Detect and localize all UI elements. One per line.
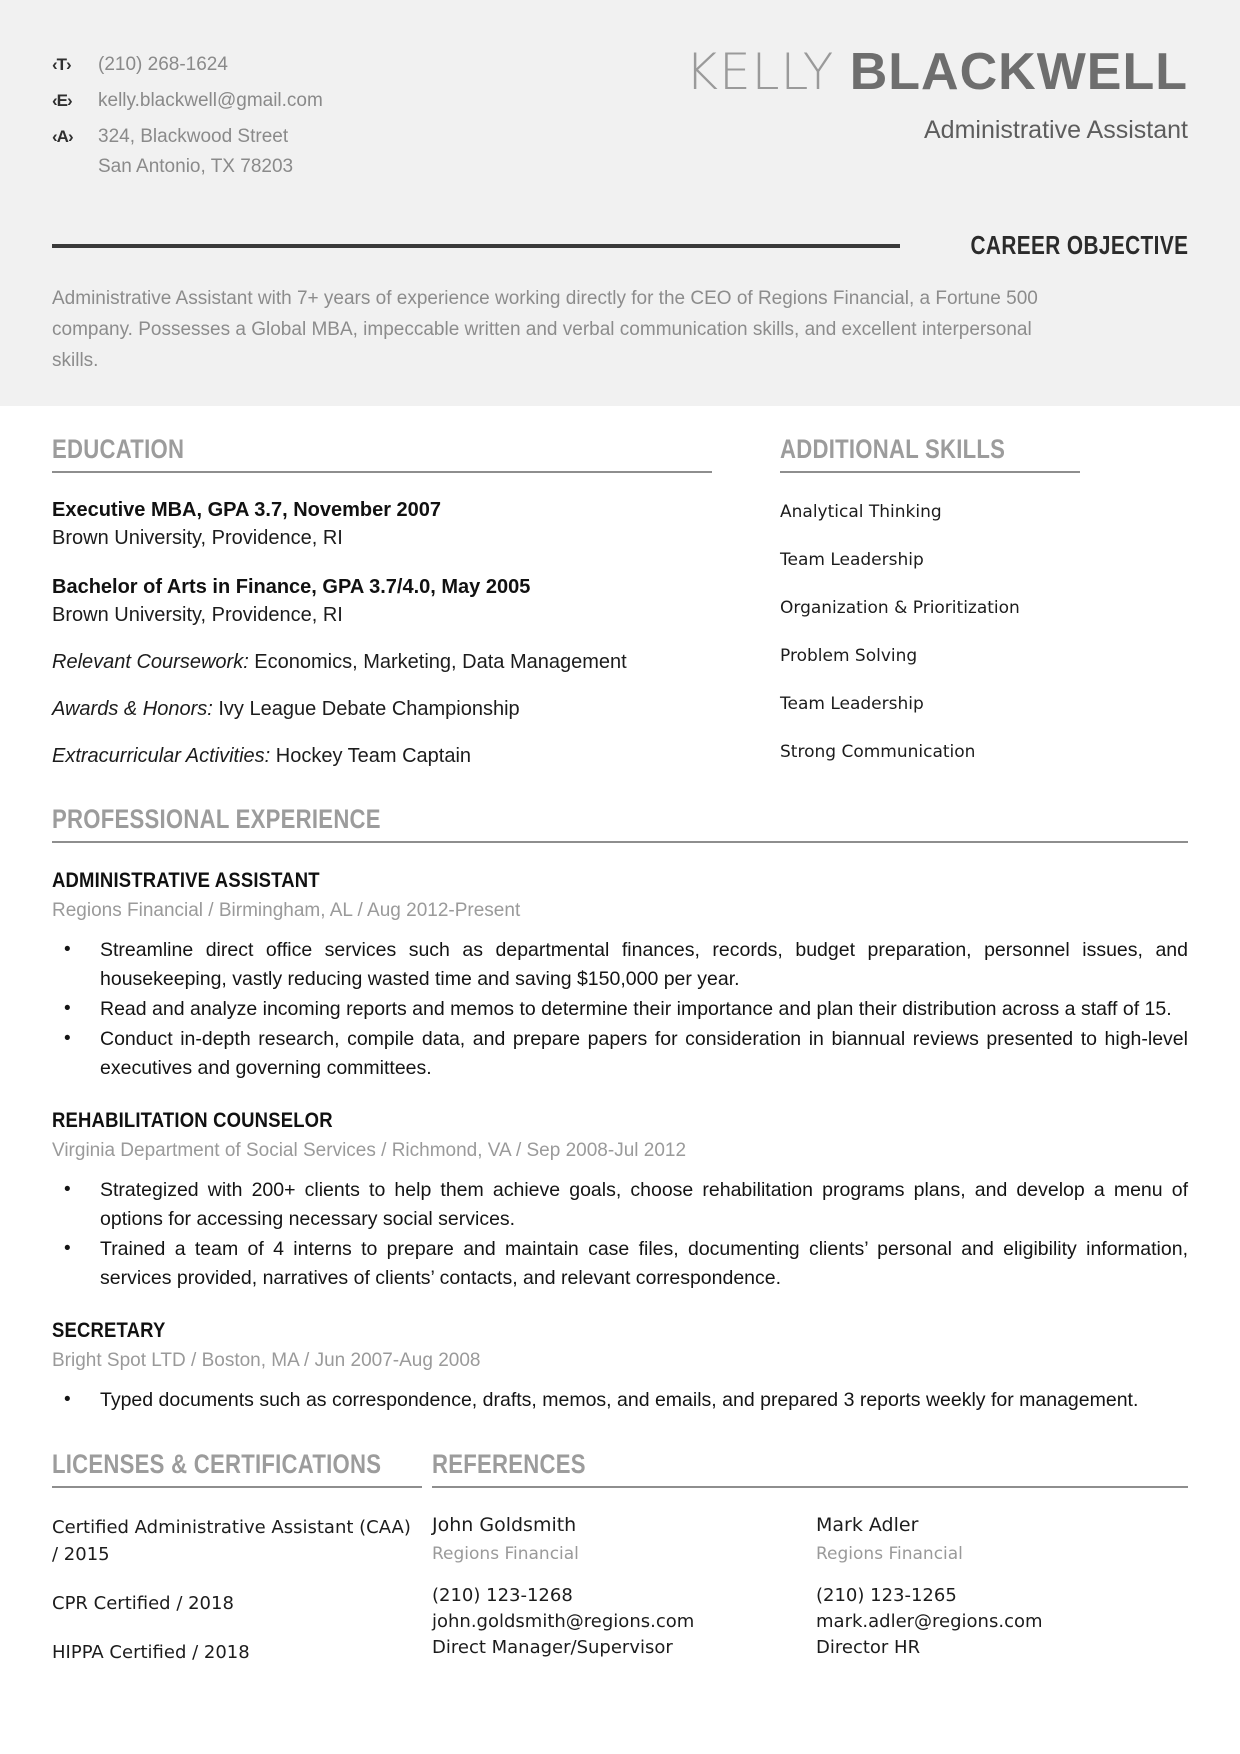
education-note-extracurricular: [52, 742, 712, 770]
address-line-2: San Antonio, TX 78203: [98, 156, 294, 177]
experience-role: SECRETARY: [52, 1319, 166, 1342]
experience-entry: [52, 1109, 1188, 1293]
education-school: Brown University, Providence, RI: [52, 604, 343, 626]
list-item: • Strategized with 200+ clients to help them achieve goals, choose rehabilitation programs plans, and develop a menu of options for accessing necessary social services.: [52, 1176, 1188, 1234]
contact-row-address: [52, 122, 512, 182]
list-item: Team Leadership: [780, 550, 924, 570]
list-item: Organization & Prioritization: [780, 598, 1020, 618]
reference-phone[interactable]: (210) 123-1265: [816, 1585, 957, 1606]
education-note-awards: [52, 695, 712, 723]
career-objective-text: Administrative Assistant with 7+ years of experience working directly for the CEO of Regions Financial, a Fortune 500 company. Possesses a Global MBA, impeccable written and verbal communication skills, and excellent interpersonal skills.: [52, 288, 1038, 371]
education-note-label: Relevant Coursework:: [52, 651, 249, 673]
name-block: [512, 40, 1188, 145]
reference-contact: [816, 1583, 1136, 1661]
list-item: Problem Solving: [780, 646, 918, 666]
career-objective-heading: [52, 230, 1188, 261]
additional-skills-section: [780, 434, 1080, 770]
education-note-label: Awards & Honors:: [52, 698, 213, 720]
contact-block: [52, 40, 512, 188]
resume-body: [0, 406, 1240, 1666]
list-item: CPR Certified / 2018: [52, 1593, 234, 1614]
education-degree: Bachelor of Arts in Finance, GPA 3.7/4.0, May 2005: [52, 576, 531, 598]
experience-meta: Virginia Department of Social Services / Richmond, VA / Sep 2008-Jul 2012: [52, 1140, 687, 1161]
education-note-value: Ivy League Debate Championship: [212, 698, 520, 720]
professional-experience-title: PROFESSIONAL EXPERIENCE: [52, 804, 381, 834]
list-item: • Read and analyze incoming reports and memos to determine their importance and plan their distribution across a staff of 15.: [52, 995, 1188, 1024]
education-rule: [52, 471, 712, 473]
education-note-value: Hockey Team Captain: [270, 745, 472, 767]
education-entry: [52, 497, 712, 552]
reference-role: Direct Manager/Supervisor: [432, 1637, 673, 1658]
additional-skills-title: ADDITIONAL SKILLS: [780, 434, 1006, 464]
address-icon: ‹A›: [52, 127, 73, 146]
experience-role: ADMINISTRATIVE ASSISTANT: [52, 869, 320, 892]
education-degree: Executive MBA, GPA 3.7, November 2007: [52, 499, 442, 521]
list-item: • Streamline direct office services such as departmental finances, records, budget preparation, personnel issues, and housekeeping, vastly reducing wasted time and saving $150,000 per year.: [52, 936, 1188, 994]
list-item: Certified Administrative Assistant (CAA) / 2015: [52, 1517, 411, 1565]
experience-entry: [52, 1319, 1188, 1415]
experience-bullet-list: [52, 1386, 1188, 1415]
list-item: • Typed documents such as correspondence, drafts, memos, and emails, and prepared 3 reports weekly for management.: [52, 1386, 1188, 1415]
contact-row-phone: [52, 50, 512, 80]
list-item: Team Leadership: [780, 694, 924, 714]
professional-experience-section: [52, 804, 1188, 1415]
list-item: Analytical Thinking: [780, 502, 942, 522]
references-rule: [432, 1486, 1188, 1488]
reference-company: Regions Financial: [816, 1544, 963, 1564]
education-entry: [52, 574, 712, 629]
licenses-references-columns: [52, 1449, 1188, 1666]
licenses-rule: [52, 1486, 422, 1488]
experience-bullet-list: [52, 1176, 1188, 1293]
resume-header: [0, 0, 1240, 406]
reference-name: Mark Adler: [816, 1514, 919, 1536]
additional-skills-rule: [780, 471, 1080, 473]
phone-value[interactable]: (210) 268-1624: [98, 54, 228, 75]
first-name: KELLY: [685, 43, 835, 101]
reference-email[interactable]: mark.adler@regions.com: [816, 1611, 1043, 1632]
education-school: Brown University, Providence, RI: [52, 527, 343, 549]
reference-phone[interactable]: (210) 123-1268: [432, 1585, 573, 1606]
education-section: [52, 434, 712, 770]
reference-company: Regions Financial: [432, 1544, 579, 1564]
address-line-1: 324, Blackwood Street: [98, 126, 289, 147]
experience-entry: [52, 869, 1188, 1083]
list-item: HIPPA Certified / 2018: [52, 1642, 250, 1663]
education-skills-columns: [52, 434, 1188, 770]
education-note-coursework: [52, 648, 712, 676]
reference-name: John Goldsmith: [432, 1514, 577, 1536]
list-item: • Conduct in-depth research, compile data, and prepare papers for consideration in biannual reviews presented to high-level executives and governing committees.: [52, 1025, 1188, 1083]
telephone-icon: ‹T›: [52, 55, 71, 74]
experience-role: REHABILITATION COUNSELOR: [52, 1109, 333, 1132]
last-name: BLACKWELL: [849, 43, 1188, 101]
career-objective-title: CAREER OBJECTIVE: [970, 230, 1188, 260]
licenses-section: [52, 1449, 422, 1666]
education-note-label: Extracurricular Activities:: [52, 745, 271, 767]
licenses-title: LICENSES & CERTIFICATIONS: [52, 1449, 382, 1479]
heading-rule: [52, 244, 900, 248]
candidate-job-title: Administrative Assistant: [924, 116, 1188, 144]
references-title: REFERENCES: [432, 1449, 586, 1479]
references-section: [432, 1449, 1188, 1666]
reference-card: [432, 1512, 752, 1661]
email-icon: ‹E›: [52, 91, 72, 110]
list-item: Strong Communication: [780, 742, 976, 762]
reference-email[interactable]: john.goldsmith@regions.com: [432, 1611, 695, 1632]
experience-meta: Regions Financial / Birmingham, AL / Aug 2012-Present: [52, 900, 521, 921]
reference-contact: [432, 1583, 752, 1661]
email-value[interactable]: kelly.blackwell@gmail.com: [98, 90, 323, 111]
experience-bullet-list: [52, 936, 1188, 1083]
professional-experience-rule: [52, 841, 1188, 843]
education-note-value: Economics, Marketing, Data Management: [248, 651, 627, 673]
education-title: EDUCATION: [52, 434, 185, 464]
references-list: [432, 1512, 1188, 1661]
list-item: • Trained a team of 4 interns to prepare and maintain case files, documenting clients’ personal and eligibility information, services provided, narratives of clients’ contacts, and relevant correspondence.: [52, 1235, 1188, 1293]
address-value: [98, 122, 293, 182]
reference-role: Director HR: [816, 1637, 921, 1658]
contact-row-email: [52, 86, 512, 116]
reference-card: [816, 1512, 1136, 1661]
candidate-name: [512, 42, 1188, 102]
experience-meta: Bright Spot LTD / Boston, MA / Jun 2007-Aug 2008: [52, 1350, 481, 1371]
